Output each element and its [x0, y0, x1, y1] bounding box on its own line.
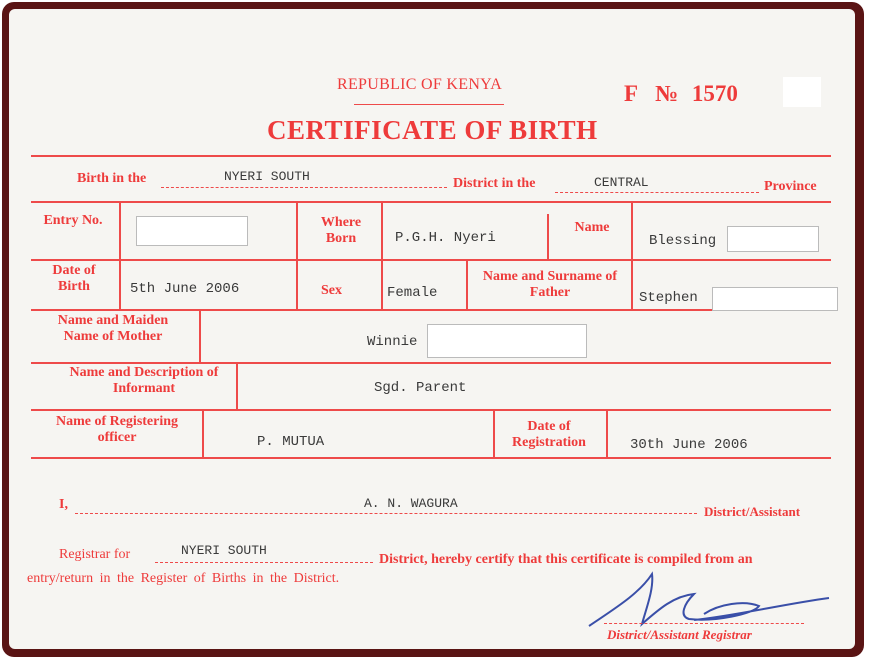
district-label: District in the — [453, 176, 536, 191]
i-label: I, — [59, 497, 68, 512]
father-label: Name and Surname of Father — [482, 269, 618, 300]
birth-in-the-label: Birth in the — [77, 171, 147, 186]
name-value: Blessing — [649, 233, 717, 249]
rule-top — [31, 155, 831, 157]
republic-underline — [354, 104, 504, 105]
officer-label: Name of Registering officer — [55, 414, 179, 445]
registrar-for-label: Registrar for — [59, 547, 131, 562]
serial-no-label: № — [654, 81, 679, 106]
role-label: District/Assistant — [704, 504, 801, 519]
province-value: CENTRAL — [594, 175, 649, 190]
vline-regdate-value — [606, 409, 608, 457]
province-label: Province — [764, 179, 817, 194]
serial-value: 1570 — [691, 81, 738, 106]
dob-label: Date of Birth — [52, 263, 96, 294]
vline-officer — [202, 409, 204, 457]
officer-value: P. MUTUA — [257, 434, 325, 450]
vline-name-value — [631, 201, 633, 309]
registrar-name: A. N. WAGURA — [364, 496, 458, 511]
vline-entry — [119, 201, 121, 309]
serial-number — [624, 81, 738, 107]
where-born-label: Where Born — [320, 215, 362, 246]
signature-title: District/Assistant Registrar — [607, 627, 752, 642]
rule-5 — [31, 409, 831, 411]
dob-value: 5th June 2006 — [130, 281, 240, 297]
mother-label: Name and Maiden Name of Mother — [57, 313, 169, 344]
where-born-value: P.G.H. Nyeri — [395, 230, 496, 246]
name-label: Name — [574, 220, 610, 235]
vline-name — [547, 214, 549, 259]
informant-label: Name and Description of Informant — [69, 365, 219, 396]
reg-date-value: 30th June 2006 — [630, 437, 748, 453]
certificate-paper — [9, 9, 855, 649]
vline-father — [466, 259, 468, 309]
informant-value: Sgd. Parent — [374, 380, 467, 396]
rule-4 — [31, 362, 831, 364]
rule-2 — [31, 259, 831, 261]
sex-value: Female — [387, 285, 438, 301]
entry-no-label: Entry No. — [43, 213, 103, 228]
mother-value: Winnie — [367, 334, 418, 350]
registrar-name-line — [75, 513, 697, 514]
signature-line — [604, 623, 804, 624]
mother-redaction — [427, 324, 587, 358]
name-redaction — [727, 226, 819, 252]
statement-line1: District, hereby certify that this certificate is compiled from an — [379, 552, 753, 567]
serial-prefix: F — [624, 81, 638, 106]
father-value: Stephen — [639, 290, 698, 306]
rule-1 — [31, 201, 831, 203]
registrar-for-line — [155, 562, 373, 563]
father-redaction — [712, 287, 838, 311]
district-value: NYERI SOUTH — [224, 169, 310, 184]
vline-where-value — [381, 201, 383, 309]
statement-line2: entry/return in the Register of Births in the District. — [27, 571, 340, 586]
reg-date-label: Date of Registration — [512, 419, 586, 450]
vline-mother — [199, 309, 201, 362]
entry-no-redaction — [136, 216, 248, 246]
province-line — [555, 192, 759, 193]
vline-informant — [236, 362, 238, 409]
republic-heading: REPUBLIC OF KENYA — [337, 76, 503, 93]
serial-redaction — [783, 77, 821, 107]
rule-3 — [31, 309, 831, 311]
district-line — [161, 187, 447, 188]
vline-where — [296, 201, 298, 309]
registrar-for-value: NYERI SOUTH — [181, 543, 267, 558]
certificate-title: CERTIFICATE OF BIRTH — [267, 115, 598, 145]
rule-6 — [31, 457, 831, 459]
sex-label: Sex — [321, 283, 342, 298]
vline-regdate — [493, 409, 495, 457]
